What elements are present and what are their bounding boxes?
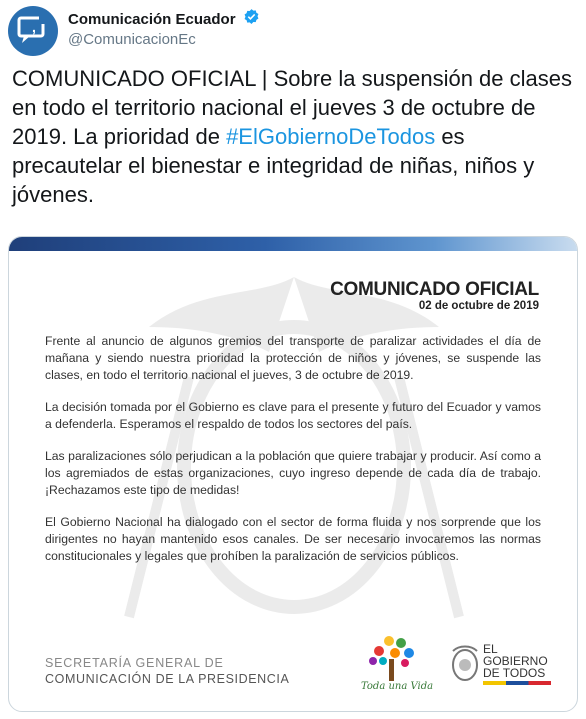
media-card[interactable] — [8, 236, 578, 712]
secretaria-logo — [45, 655, 289, 687]
tweet-header — [8, 6, 578, 56]
toda-una-vida-text: Toda una Vida — [361, 681, 434, 692]
user-names — [68, 8, 260, 50]
tweet-text-part: COMUNICADO OFICIAL | Sobre la suspensión de clases en todo el territorio nacional el jueves 3 de octubre de 2019. La prioridad de — [12, 66, 572, 149]
display-name[interactable]: Comunicación Ecuador — [68, 10, 236, 28]
footer-line2: COMUNICACIÓN DE LA PRESIDENCIA — [45, 672, 290, 686]
verified-badge-icon — [243, 8, 260, 30]
svg-text:,: , — [32, 19, 36, 35]
speech-bubble-logo-icon — [8, 6, 58, 56]
document-title: COMUNICADO OFICIAL — [330, 279, 539, 300]
document-body — [45, 333, 541, 580]
document-header-band — [9, 237, 577, 251]
hashtag-link[interactable]: #ElGobiernoDeTodos — [226, 124, 436, 149]
footer-line1: SECRETARÍA GENERAL DE — [45, 656, 224, 670]
document-date: 02 de octubre de 2019 — [418, 300, 539, 312]
gob-line: DE TODOS — [483, 666, 546, 680]
gobierno-de-todos-text — [483, 643, 548, 679]
avatar[interactable] — [8, 6, 58, 56]
tweet-text — [12, 64, 572, 209]
document-paragraph: Frente al anuncio de algunos gremios del transporte de paralizar actividades el día de mañana y siendo nuestra prioridad la protección de niños y jóvenes, se suspende las clases, en todo el territorio nacional el jueves, 3 de octubre de 2019. — [45, 334, 541, 382]
gob-line: GOBIERNO — [483, 654, 548, 668]
document-paragraph: El Gobierno Nacional ha dialogado con el sector de forma fluida y nos sorprende que los dirigentes no hayan mantenido esos canales. De ser necesario invocaremos las normas constitucionales y legales que prohíben la paralización de servicios públicos. — [45, 515, 541, 563]
document-paragraph: La decisión tomada por el Gobierno es clave para el presente y futuro del Ecuador y vamos a defenderla. Esperamos el respaldo de todos los sectores del país. — [45, 400, 541, 431]
flag-stripe — [483, 681, 551, 685]
gob-line: EL — [483, 642, 498, 656]
handle[interactable]: @ComunicacionEc — [68, 31, 196, 48]
tweet-text-part: es precautelar el bienestar e integridad de niñas, niños y jóvenes. — [12, 124, 535, 207]
document-paragraph: Las paralizaciones sólo perjudican a la población que quiere trabajar y producir. Así como a los agremiados de estas organizaciones, cuyo ingreso depende de cada día de trabajo. ¡Rechazamos este tipo de medidas! — [45, 449, 541, 497]
